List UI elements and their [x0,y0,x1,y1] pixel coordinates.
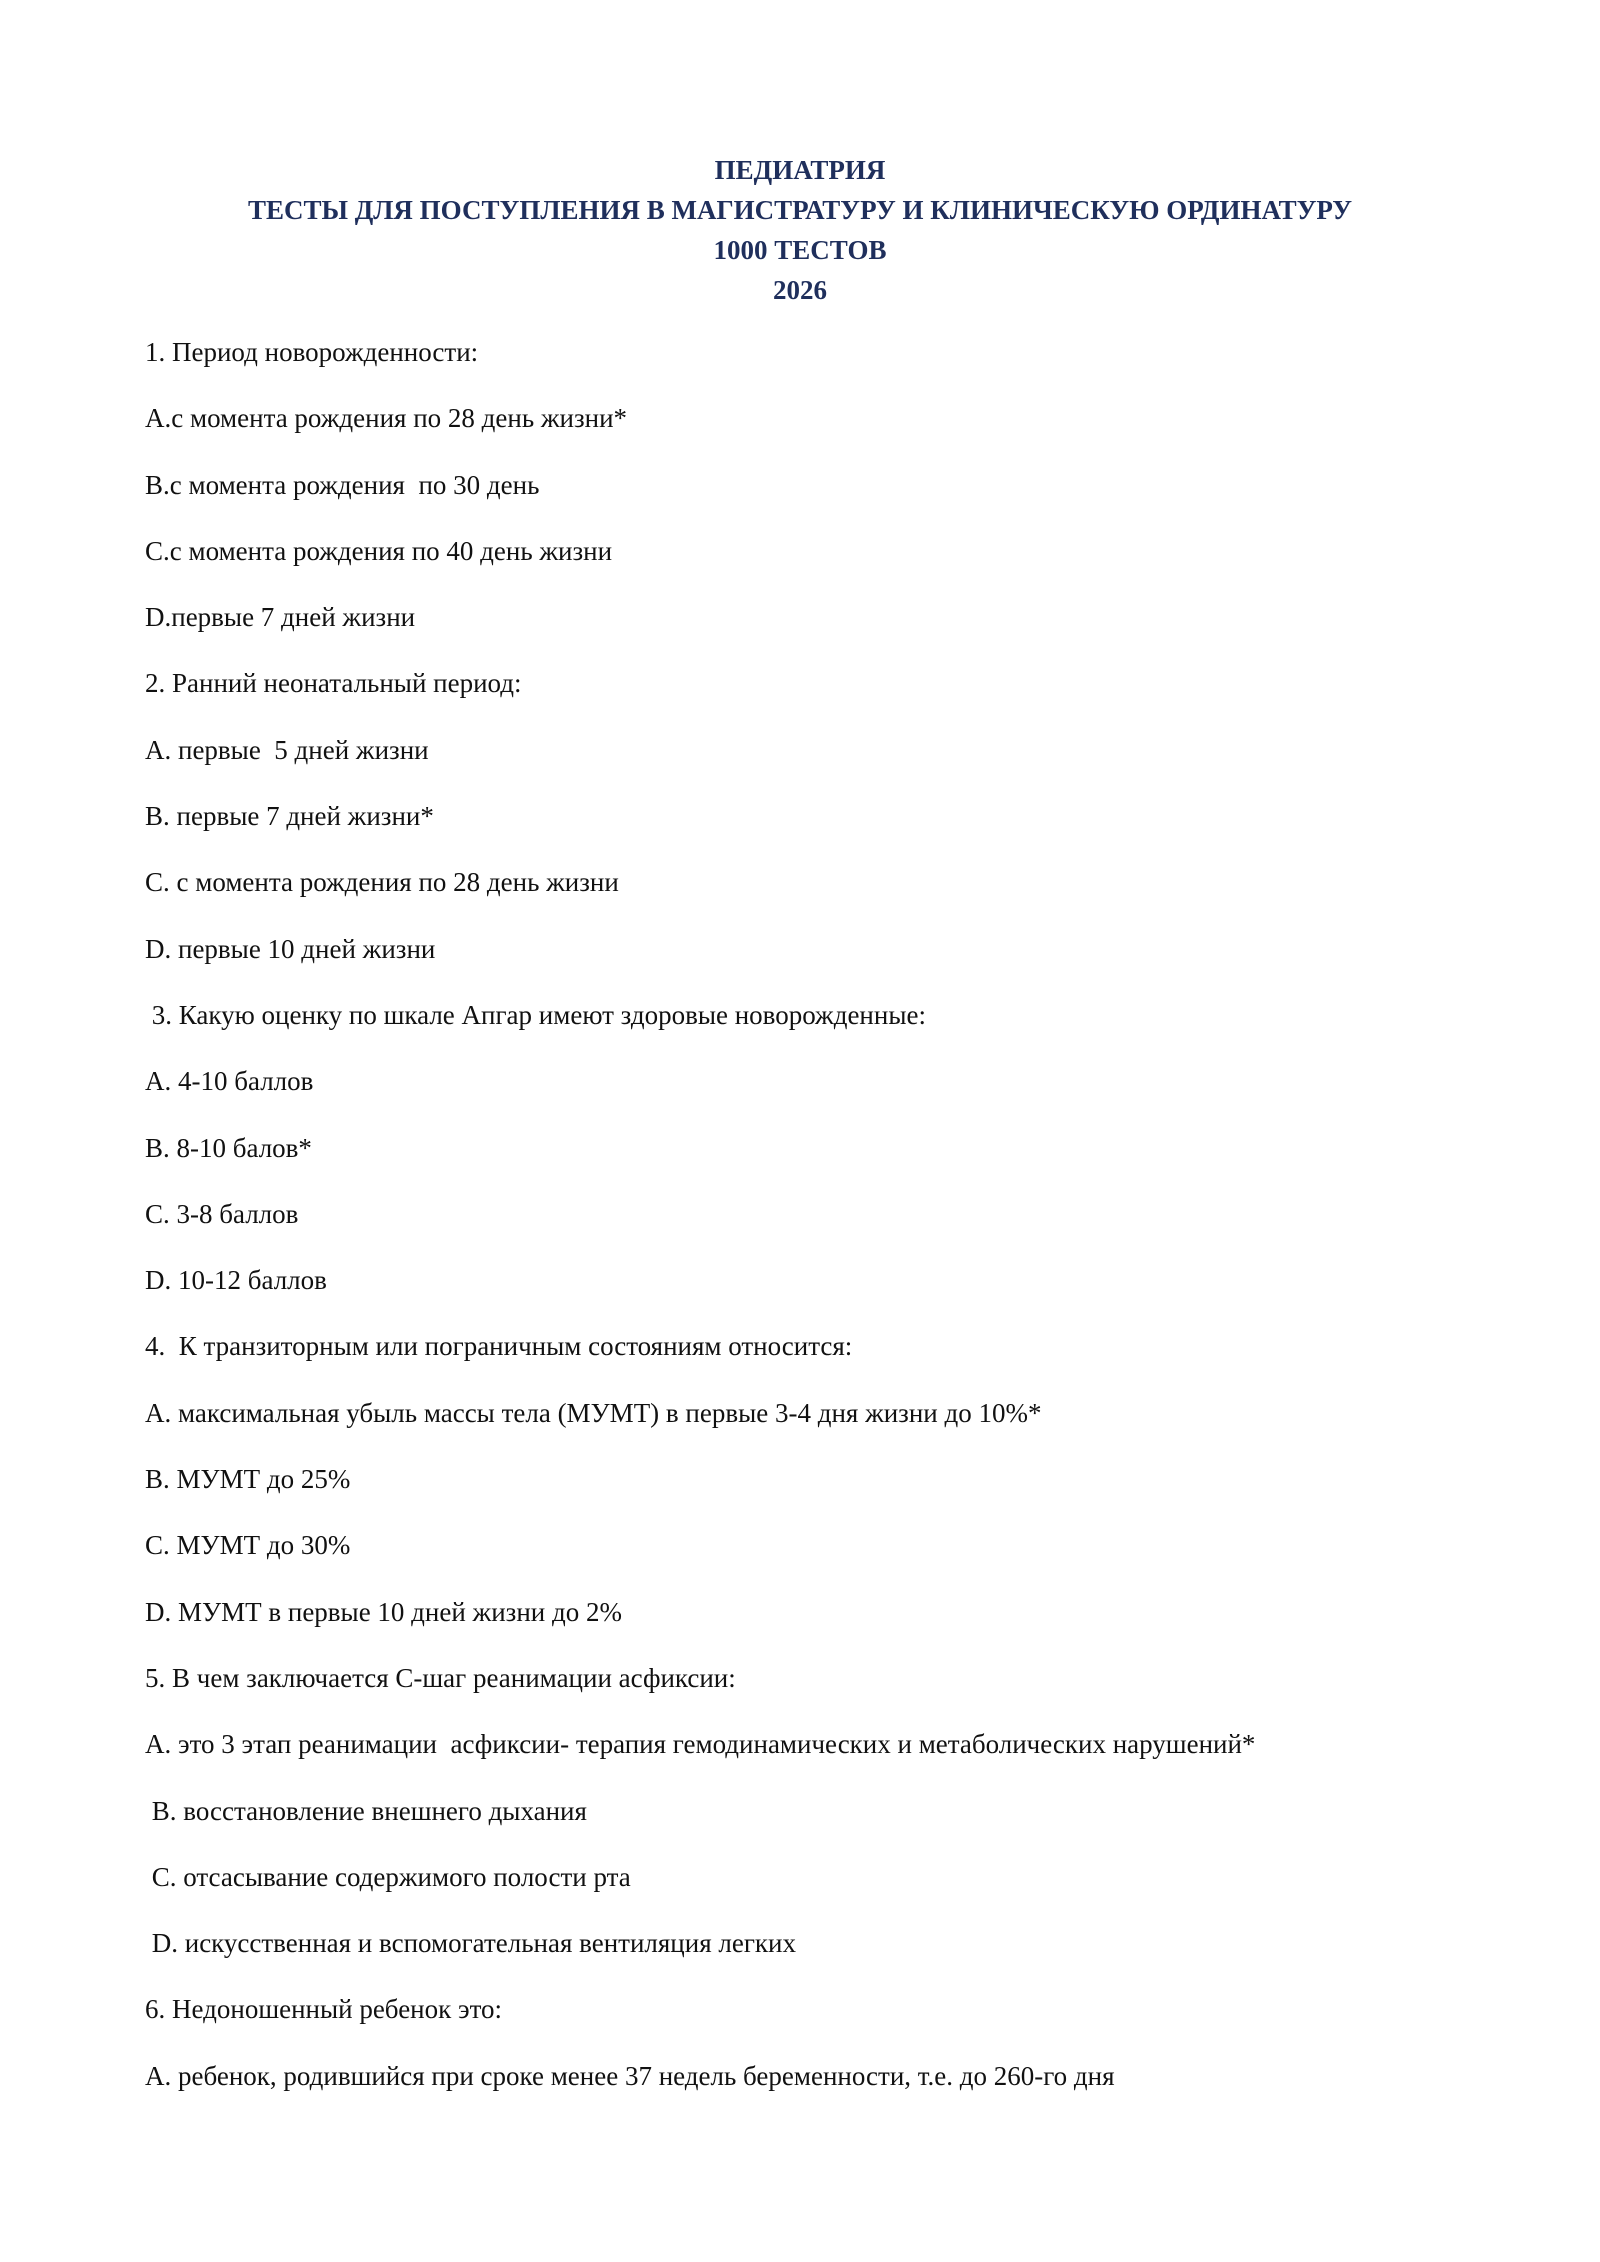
test-content [145,332,1465,2122]
answer-option: D. 10-12 баллов [145,1265,327,1296]
answer-option: B. 8-10 балов* [145,1132,312,1163]
answer-option: A. это 3 этап реанимации асфиксии- терапия гемодинамических и метаболических нарушений* [145,1729,1256,1760]
answer-option: A. первые 5 дней жизни [145,734,429,765]
answer-option: C. 3-8 баллов [145,1198,299,1229]
question-1: 1. Период новорожденности: [145,337,479,367]
answer-option: A. ребенок, родившийся при сроке менее 37 недель беременности, т.е. до 260-го дня [145,2060,1115,2091]
answer-option: D.первые 7 дней жизни [145,602,416,633]
answer-option: B. первые 7 дней жизни* [145,801,434,832]
answer-option: B.с момента рождения по 30 день [145,469,540,500]
answer-option: D. первые 10 дней жизни [145,933,436,964]
answer-option: C. с момента рождения по 28 день жизни [145,867,619,898]
question-2: 2. Ранний неонатальный период: [145,668,522,699]
answer-option: A. 4-10 баллов [145,1066,314,1097]
answer-option: B. восстановление внешнего дыхания [145,1795,587,1826]
answer-option: A. максимальная убыль массы тела (МУМТ) в первые 3-4 дня жизни до 10%* [145,1397,1042,1428]
answer-option: B. МУМТ до 25% [145,1464,351,1495]
test-count: 1000 ТЕСТОВ [713,235,887,265]
answer-option: C. МУМТ до 30% [145,1530,351,1561]
document-header [0,150,1600,310]
subject-title: ПЕДИАТРИЯ [714,155,886,185]
question-4: 4. К транзиторным или пограничным состояниям относится: [145,1331,853,1362]
year: 2026 [773,275,827,305]
answer-option: C.с момента рождения по 40 день жизни [145,535,613,566]
answer-option: C. отсасывание содержимого полости рта [145,1861,631,1892]
document-title: ТЕСТЫ ДЛЯ ПОСТУПЛЕНИЯ В МАГИСТРАТУРУ И КЛИНИЧЕСКУЮ ОРДИНАТУРУ [247,195,1353,225]
question-3: 3. Какую оценку по шкале Апгар имеют здоровые новорожденные: [145,999,926,1030]
answer-option: D. искусственная и вспомогательная вентиляция легких [145,1928,796,1959]
question-5: 5. В чем заключается С-шаг реанимации асфиксии: [145,1662,736,1693]
answer-option: A.с момента рождения по 28 день жизни* [145,403,628,434]
question-6: 6. Недоношенный ребенок это: [145,1994,503,2025]
answer-option: D. МУМТ в первые 10 дней жизни до 2% [145,1596,622,1627]
